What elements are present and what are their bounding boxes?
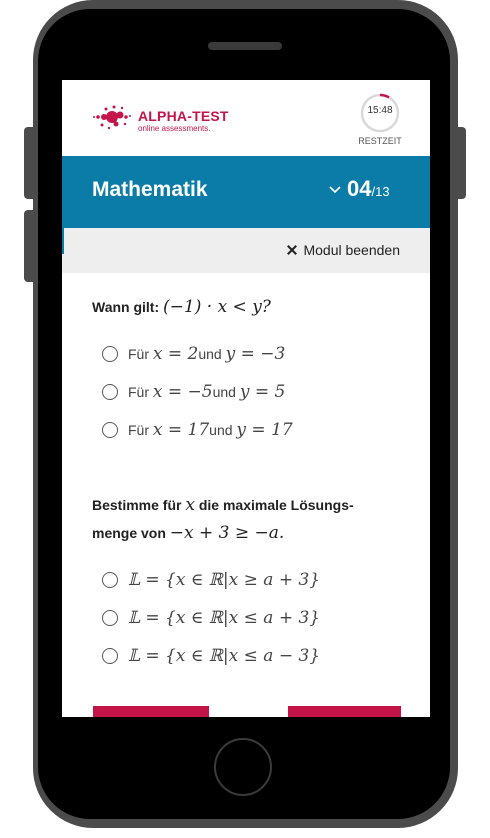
answer-option[interactable] [92, 561, 400, 599]
close-icon [287, 245, 297, 255]
end-module-label: Modul beenden [303, 242, 400, 258]
radio-button[interactable] [102, 610, 118, 626]
option-y: y = 17 [236, 420, 293, 440]
question-1-formula: (−1) · x < y? [163, 297, 271, 317]
question-2-line-2 [92, 519, 400, 547]
brand-tagline: online assessments. [138, 124, 211, 133]
option-formula: 𝕃 = {x ∈ ℝ|x ≤ a − 3} [128, 646, 321, 666]
answer-option[interactable] [92, 373, 400, 411]
option-formula: 𝕃 = {x ∈ ℝ|x ≥ a + 3} [128, 570, 321, 590]
subject-title: Mathematik [92, 178, 208, 201]
question-number: 04 [347, 176, 372, 201]
question-2-text-b: die maximale Lösungs- [194, 497, 354, 513]
question-1 [62, 293, 430, 449]
option-prefix: Für [128, 346, 149, 362]
radio-button[interactable] [102, 648, 118, 664]
question-counter[interactable] [347, 176, 390, 202]
timer-label: RESTZEIT [358, 136, 402, 146]
answer-option[interactable] [92, 411, 400, 449]
option-y: y = 5 [239, 382, 286, 402]
phone-speaker [208, 42, 282, 50]
timer-value: 15:48 [367, 105, 393, 116]
question-total: /13 [371, 184, 390, 199]
home-button[interactable] [214, 738, 272, 796]
answer-option[interactable] [92, 637, 400, 675]
chevron-down-icon[interactable] [328, 182, 342, 196]
answer-option[interactable] [92, 335, 400, 373]
option-prefix: Für [128, 384, 149, 400]
option-mid: und [212, 384, 236, 400]
radio-button[interactable] [102, 346, 118, 362]
radio-button[interactable] [102, 422, 118, 438]
radio-button[interactable] [102, 384, 118, 400]
option-x: x = −5 [152, 382, 213, 402]
option-prefix: Für [128, 422, 149, 438]
option-x: x = 2 [152, 344, 199, 364]
brand-name: ALPHA-TEST [138, 108, 229, 124]
option-mid: und [198, 346, 222, 362]
module-bar [62, 228, 430, 273]
previous-button[interactable] [93, 706, 209, 717]
subject-banner [62, 156, 430, 228]
next-button[interactable] [288, 706, 401, 717]
question-1-text [92, 293, 400, 321]
alpha-test-logo-icon [92, 102, 132, 132]
app-header [62, 80, 430, 156]
answer-option[interactable] [92, 599, 400, 637]
question-2-text-c: menge von [92, 525, 170, 541]
question-2 [62, 491, 430, 675]
app-screen [62, 80, 430, 717]
question-2-text [92, 491, 400, 547]
radio-button[interactable] [102, 572, 118, 588]
option-x: x = 17 [152, 420, 210, 440]
question-2-options [92, 561, 400, 675]
question-2-line-1 [92, 491, 400, 519]
question-1-options [92, 335, 400, 449]
option-formula: 𝕃 = {x ∈ ℝ|x ≤ a + 3} [128, 608, 321, 628]
question-2-text-a: Bestimme für [92, 497, 186, 513]
option-mid: und [209, 422, 233, 438]
question-1-prefix: Wann gilt: [92, 299, 164, 315]
option-y: y = −3 [225, 344, 286, 364]
question-2-formula: −x + 3 ≥ −a. [169, 523, 285, 543]
question-2-var: x [185, 495, 195, 515]
end-module-button[interactable] [287, 242, 400, 258]
bar-accent [62, 228, 64, 254]
